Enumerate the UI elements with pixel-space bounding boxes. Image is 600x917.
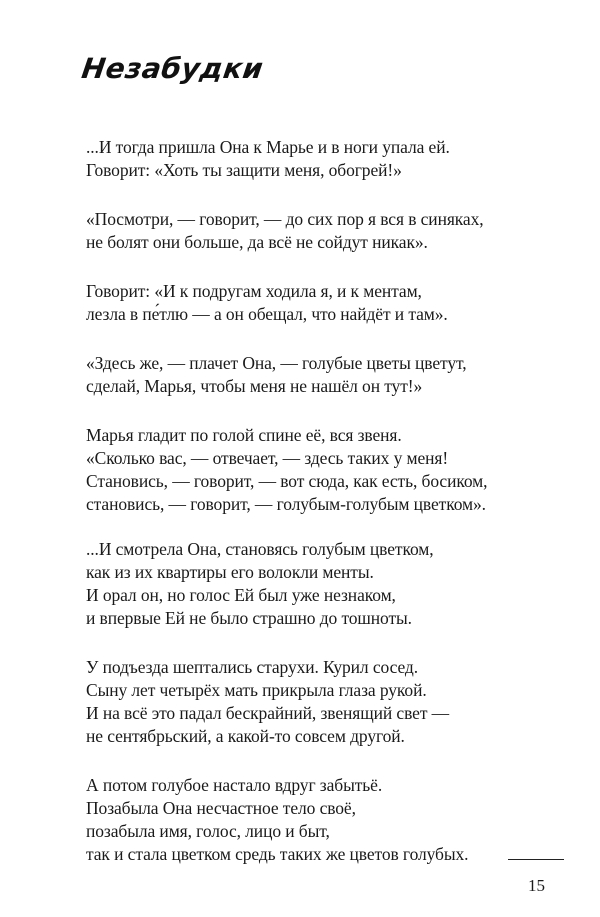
stanza [86, 656, 566, 748]
poem-line: «Сколько вас, — отвечает, — здесь таких у меня! [86, 448, 449, 468]
poem-line: становись, — говорит, — голубым-голубым цветком». [86, 494, 486, 514]
poem-line: так и стала цветком средь таких же цветов голубых. [86, 844, 469, 864]
poem-line: не сентябрьский, а какой-то совсем другой. [86, 726, 405, 746]
stanza [86, 424, 566, 516]
stanza [86, 136, 566, 182]
poem-line: Говорит: «Хоть ты защити меня, обогрей!» [86, 160, 402, 180]
stanza [86, 208, 566, 254]
poem-line: Позабыла Она несчастное тело своё, [86, 798, 356, 818]
poem-line: ...И смотрела Она, становясь голубым цветком, [86, 539, 434, 559]
poem-line: И орал он, но голос Ей был уже незнаком, [86, 585, 396, 605]
poem-line: лезла в пе́тлю — а он обещал, что найдёт и там». [86, 304, 448, 324]
poem-line: сделай, Марья, чтобы меня не нашёл он тут!» [86, 376, 423, 396]
stanza [86, 280, 566, 326]
poem-line: Сыну лет четырёх мать прикрыла глаза рукой. [86, 680, 427, 700]
poem-line: А потом голубое настало вдруг забытьё. [86, 775, 383, 795]
footer-divider [508, 859, 564, 860]
poem-line: Говорит: «И к подругам ходила я, и к ментам, [86, 281, 422, 301]
stanza [86, 774, 566, 866]
stanza [86, 352, 566, 398]
page-number: 15 [528, 876, 545, 895]
poem-line: У подъезда шептались старухи. Курил сосед. [86, 657, 418, 677]
poem-line: И на всё это падал бескрайний, звенящий свет — [86, 703, 450, 723]
poem-line: Марья гладит по голой спине её, вся звеня. [86, 425, 402, 445]
poem-line: и впервые Ей не было страшно до тошноты. [86, 608, 412, 628]
poem-line: позабыла имя, голос, лицо и быт, [86, 821, 330, 841]
poem-line: Становись, — говорит, — вот сюда, как есть, босиком, [86, 471, 488, 491]
poem-line: ...И тогда пришла Она к Марье и в ноги упала ей. [86, 137, 450, 157]
poem-line: «Посмотри, — говорит, — до сих пор я вся в синяках, [86, 209, 484, 229]
poem-line: как из их квартиры его волокли менты. [86, 562, 374, 582]
poem-body [86, 136, 566, 892]
stanza [86, 538, 566, 630]
poem-line: не болят они больше, да всё не сойдут никак». [86, 232, 428, 252]
poem-line: «Здесь же, — плачет Она, — голубые цветы цветут, [86, 353, 467, 373]
poem-title: Незабудки [79, 52, 266, 85]
